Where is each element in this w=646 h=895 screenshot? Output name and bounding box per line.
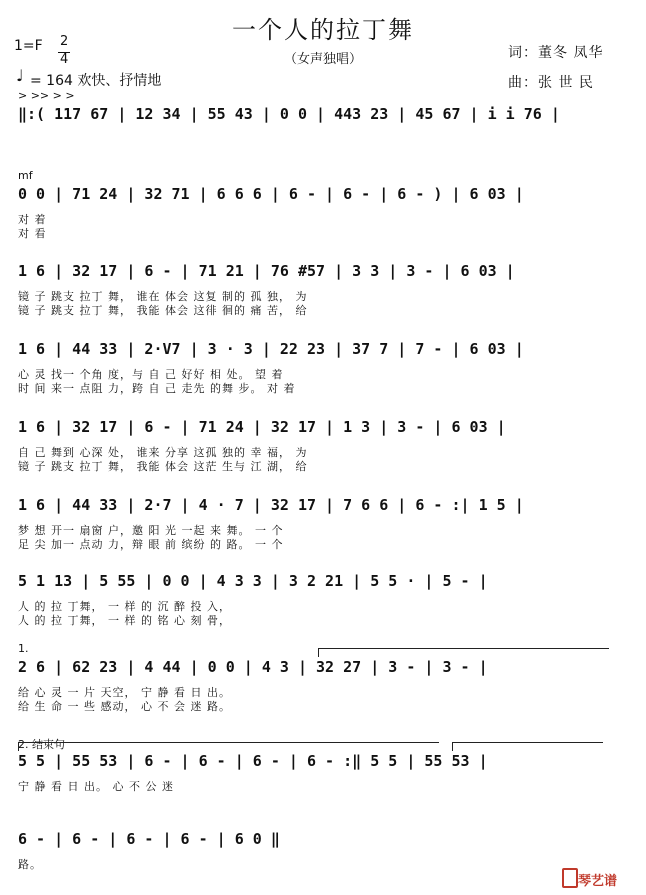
composer: 曲：张 世 民 bbox=[508, 75, 594, 91]
lyrics-verse-1: 梦 想 开一 扇窗 户，邀 阳 光 一起 来 舞。 一 个 bbox=[18, 524, 284, 537]
time-numerator: 2 bbox=[60, 34, 69, 49]
system-marks: 2. 结束句 bbox=[18, 738, 65, 751]
ending-bracket bbox=[452, 742, 603, 751]
page-title: 一个人的拉丁舞 bbox=[232, 16, 414, 44]
lyrics-verse-2: 对 看 bbox=[18, 227, 47, 240]
lyrics-verse-2: 给 生 命 一 些 感动， 心 不 会 迷 路。 bbox=[18, 700, 231, 713]
lyrics-verse-2: 镜 子 跳支 拉丁 舞， 我能 体会 这徘 徊的 痛 苦， 给 bbox=[18, 304, 308, 317]
system-notes: 1 6 | 32 17 | 6 - | 71 24 | 32 17 | 1 3 | 3 - | 6 03 | bbox=[18, 418, 506, 436]
lyrics-verse-1: 自 己 舞到 心深 处， 谁来 分享 这孤 独的 幸 福， 为 bbox=[18, 446, 308, 459]
key-signature: 1=F bbox=[14, 38, 43, 54]
watermark: 琴艺谱 bbox=[578, 874, 618, 889]
subtitle: （女声独唱） bbox=[283, 52, 362, 67]
system-marks: mf bbox=[18, 169, 33, 182]
system-marks: 1. bbox=[18, 642, 29, 655]
system-notes: 5 5 | 55 53 | 6 - | 6 - | 6 - | 6 - :‖ 5 5 | 55 53 | bbox=[18, 752, 488, 770]
system-notes: ‖:( 117 67 | 12 34 | 55 43 | 0 0 | 443 23 | 45 67 | i i 76 | bbox=[18, 105, 560, 123]
lyrics-verse-1: 对 着 bbox=[18, 213, 47, 226]
system-notes: 2 6 | 62 23 | 4 44 | 0 0 | 4 3 | 32 27 | 3 - | 3 - | bbox=[18, 658, 488, 676]
system-notes: 1 6 | 32 17 | 6 - | 71 21 | 76 #57 | 3 3 | 3 - | 6 03 | bbox=[18, 262, 515, 280]
time-denominator: 4 bbox=[60, 52, 69, 67]
lyrics-verse-1: 路。 bbox=[18, 858, 42, 871]
system-marks: > >> > > bbox=[18, 89, 75, 102]
lyrics-verse-1: 镜 子 跳支 拉丁 舞， 谁在 体会 这复 制的 孤 独， 为 bbox=[18, 290, 308, 303]
lyrics-verse-1: 宁 静 看 日 出。 心 不 公 迷 bbox=[18, 780, 174, 793]
lyrics-verse-1: 心 灵 找一 个角 度，与 自 己 好好 相 处。 望 着 bbox=[18, 368, 284, 381]
system-notes: 6 - | 6 - | 6 - | 6 - | 6 0 ‖ bbox=[18, 830, 280, 848]
system-notes: 1 6 | 44 33 | 2·V7 | 3 · 3 | 22 23 | 37 7 | 7 - | 6 03 | bbox=[18, 340, 524, 358]
watermark-logo-icon bbox=[562, 868, 578, 888]
system-notes: 0 0 | 71 24 | 32 71 | 6 6 6 | 6 - | 6 - | 6 - ) | 6 03 | bbox=[18, 185, 524, 203]
quarter-note-icon: ♩ bbox=[16, 66, 24, 85]
lyrics-verse-2: 足 尖 加一 点动 力，辩 眼 前 缤纷 的 路。 一 个 bbox=[18, 538, 284, 551]
lyrics-verse-2: 镜 子 跳支 拉丁 舞， 我能 体会 这茫 生与 江 湖， 给 bbox=[18, 460, 308, 473]
volta-2-bracket bbox=[18, 742, 439, 751]
system-notes: 1 6 | 44 33 | 2·7 | 4 · 7 | 32 17 | 7 6 6 | 6 - :| 1 5 | bbox=[18, 496, 524, 514]
lyrics-verse-1: 人 的 拉 丁舞， 一 样 的 沉 醉 投 入， bbox=[18, 600, 231, 613]
lyrics-verse-1: 给 心 灵 一 片 天空， 宁 静 看 日 出。 bbox=[18, 686, 231, 699]
lyrics-verse-2: 人 的 拉 丁舞， 一 样 的 铭 心 刻 骨， bbox=[18, 614, 231, 627]
lyrics-verse-2: 时 间 来一 点阻 力，跨 自 己 走先 的舞 步。 对 着 bbox=[18, 382, 296, 395]
lyricist: 词：董冬 凤华 bbox=[508, 45, 604, 61]
tempo-marking: = 164 欢快、抒情地 bbox=[30, 73, 162, 89]
volta-1-bracket bbox=[318, 648, 609, 657]
system-notes: 5 1 13 | 5 55 | 0 0 | 4 3 3 | 3 2 21 | 5 5 · | 5 - | bbox=[18, 572, 488, 590]
